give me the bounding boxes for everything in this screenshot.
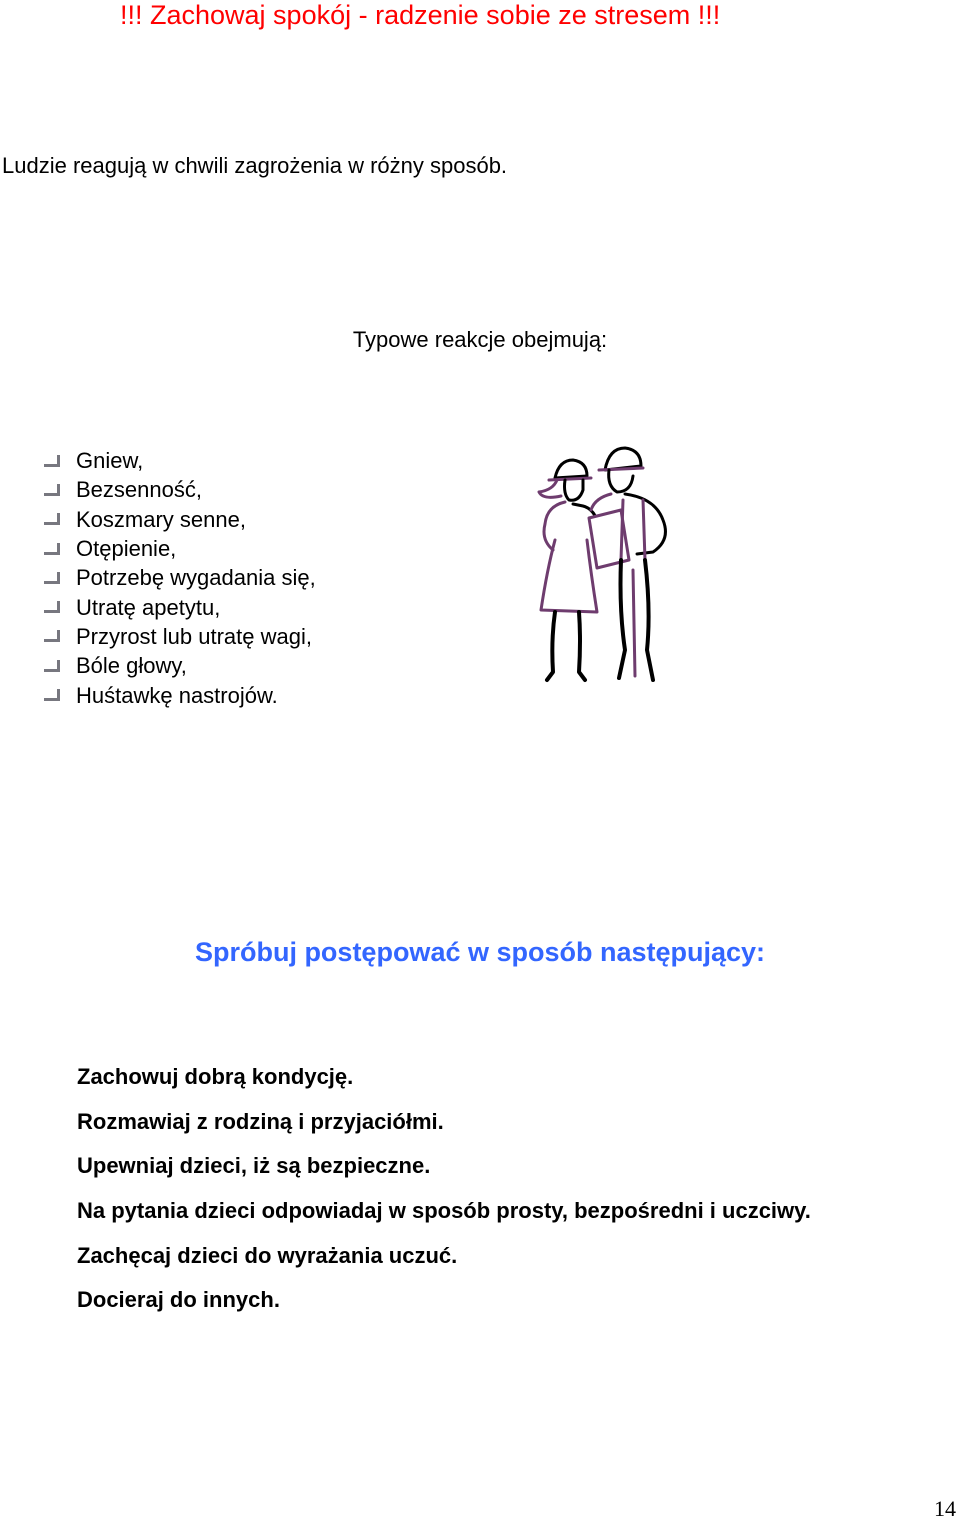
bullet-icon [44,512,60,526]
workers-clipart-illustration [525,440,685,688]
list-item-label: Otępienie, [76,536,177,562]
list-item: Na pytania dzieci odpowiadaj w sposób prosty, bezpośredni i uczciwy. [77,1198,811,1224]
reactions-list [44,446,316,710]
bullet-icon [44,542,60,556]
list-item-label: Gniew, [76,448,144,474]
list-item [44,505,316,534]
bullet-icon [44,629,60,643]
list-item [44,592,316,621]
advice-list [77,1055,811,1323]
bullet-icon [44,688,60,702]
list-item [44,622,316,651]
page-title: !!! Zachowaj spokój - radzenie sobie ze stresem !!! [120,0,721,30]
list-item: Upewniaj dzieci, iż są bezpieczne. [77,1153,431,1179]
bullet-icon [44,483,60,497]
list-item-label: Przyrost lub utratę wagi, [76,623,312,649]
list-item [44,475,316,504]
bullet-icon [44,659,60,673]
list-item: Zachęcaj dzieci do wyrażania uczuć. [77,1242,458,1268]
list-item [44,446,316,475]
bullet-icon [44,571,60,585]
list-item-label: Koszmary senne, [76,506,246,532]
page-number: 14 [934,1496,956,1521]
list-item-label: Bezsenność, [76,477,202,503]
list-item: Zachowuj dobrą kondycję. [77,1064,354,1089]
advice-heading: Spróbuj postępować w sposób następujący: [194,937,766,967]
bullet-icon [44,454,60,468]
intro-text: Ludzie reagują w chwili zagrożenia w różny sposób. [2,153,508,178]
list-item [44,651,316,680]
list-item-label: Utratę apetytu, [76,594,221,620]
reactions-heading: Typowe reakcje obejmują: [352,327,608,352]
list-item-label: Potrzebę wygadania się, [76,565,316,591]
list-item: Rozmawiaj z rodziną i przyjaciółmi. [77,1108,444,1134]
list-item-label: Huśtawkę nastrojów. [76,682,278,708]
bullet-icon [44,600,60,614]
list-item: Docieraj do innych. [77,1287,280,1313]
list-item [44,534,316,563]
list-item [44,680,316,709]
list-item [44,563,316,592]
list-item-label: Bóle głowy, [76,653,187,679]
